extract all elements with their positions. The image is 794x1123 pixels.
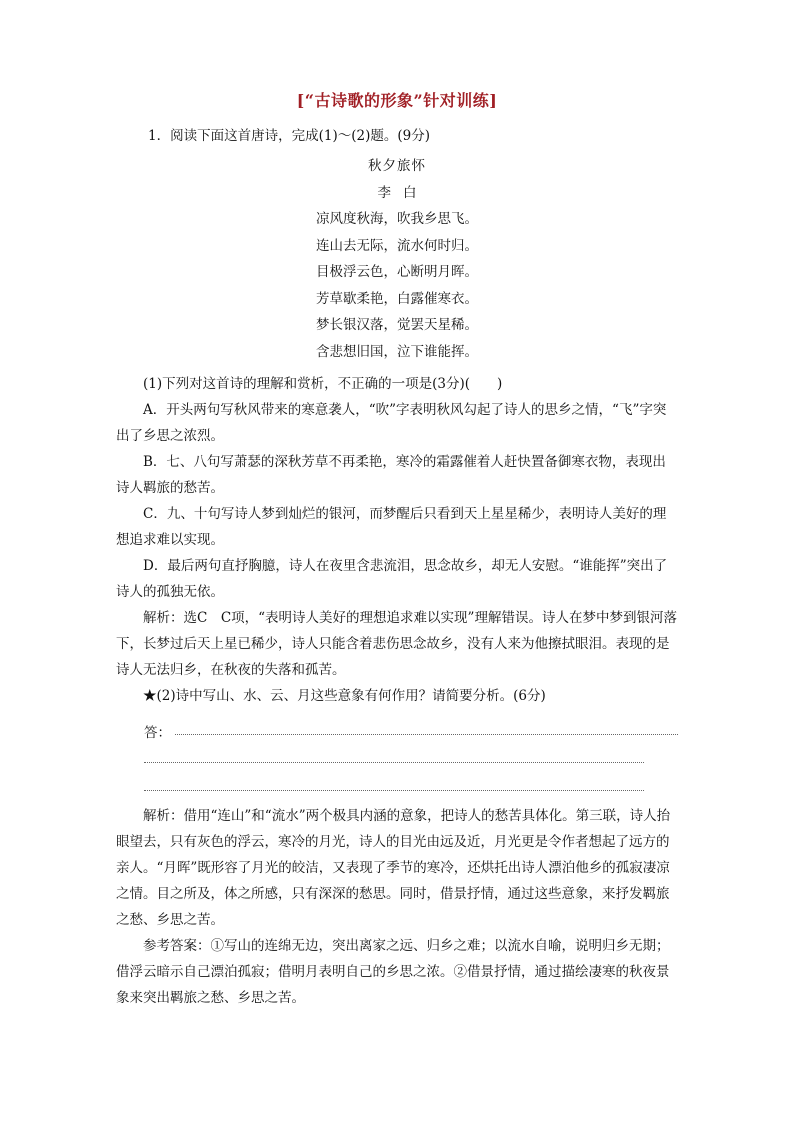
answer-line[interactable] bbox=[144, 713, 678, 741]
subquestion-2-analysis: 解析：借用“连山”和“流水”两个极具内涵的意象，把诗人的愁苦具体化。第三联，诗人抬眼望去，只有灰色的浮云，寒冷的月光，诗人的目光由远及近，月光更是令作者想起了远方的亲人。“月晖”既形容了月光的皎洁，又表现了季节的寒冷，还烘托出诗人漂泊他乡的孤寂凄凉之情。目之所及，体之所感，只有深深的愁思。同时，借景抒情，通过这些意象，来抒发羁旅之愁、乡思之苦。 bbox=[116, 808, 671, 928]
poem-line: 梦长银汉落，觉罢天星稀。 bbox=[316, 317, 478, 333]
reference-answer: 参考答案：①写山的连绵无边，突出离家之远、归乡之难；以流水自喻，说明归乡无期；借浮云暗示自己漂泊孤寂；借明月表明自己的乡思之浓。②借景抒情，通过描绘凄寒的秋夜景象来突出羁旅之愁、乡思之苦。 bbox=[116, 938, 670, 1006]
poem bbox=[116, 153, 678, 365]
poem-line: 含悲想旧国，泣下谁能挥。 bbox=[316, 343, 478, 360]
poem-line: 凉风度秋海，吹我乡思飞。 bbox=[316, 211, 478, 227]
poem-line: 目极浮云色，心断明月晖。 bbox=[316, 264, 478, 280]
dotted-line bbox=[175, 720, 678, 735]
document-page bbox=[116, 88, 678, 1011]
page-title: [“古诗歌的形象”针对训练] bbox=[296, 91, 498, 110]
option-d: D．最后两句直抒胸臆，诗人在夜里含悲流泪，思念故乡，却无人安慰。“谁能挥”突出了诗人的孤独无依。 bbox=[116, 558, 668, 600]
poem-line: 芳草歇柔艳，白露催寒衣。 bbox=[316, 290, 478, 307]
option-c: C．九、十句写诗人梦到灿烂的银河，而梦醒后只看到天上星星稀少，表明诗人美好的理想追求难以实现。 bbox=[116, 506, 667, 548]
poem-title: 秋夕旅怀 bbox=[368, 158, 426, 174]
question-1-intro: 1．阅读下面这首唐诗，完成(1)～(2)题。(9分) bbox=[148, 128, 430, 144]
dotted-line bbox=[144, 748, 644, 763]
subquestion-2-stem: ★(2)诗中写山、水、云、月这些意象有何作用？请简要分析。(6分) bbox=[143, 688, 546, 704]
answer-line[interactable] bbox=[144, 741, 678, 769]
poem-line: 连山去无际，流水何时归。 bbox=[316, 237, 478, 254]
answer-area[interactable] bbox=[116, 713, 678, 797]
subquestion-1-analysis: 解析：选C C项，“表明诗人美好的理想追求难以实现”理解错误。诗人在梦中梦到银河落下，长梦过后天上星已稀少，诗人只能含着悲伤思念故乡，没有人来为他擦拭眼泪。表现的是诗人无法归乡，在秋夜的失落和孤苦。 bbox=[116, 610, 677, 678]
poem-author: 李白 bbox=[377, 184, 429, 201]
option-b: B．七、八句写萧瑟的深秋芳草不再柔艳，寒冷的霜露催着人赶快置备御寒衣物，表现出诗人羁旅的愁苦。 bbox=[116, 454, 666, 496]
subquestion-1-stem: (1)下列对这首诗的理解和赏析，不正确的一项是(3分)( ) bbox=[143, 376, 503, 392]
option-a: A．开头两句写秋风带来的寒意袭人，“吹”字表明秋风勾起了诗人的思乡之情，“飞”字突出了乡思之浓烈。 bbox=[116, 402, 667, 444]
dotted-line bbox=[144, 776, 644, 791]
answer-line[interactable] bbox=[144, 769, 678, 797]
answer-label: 答： bbox=[144, 725, 171, 741]
